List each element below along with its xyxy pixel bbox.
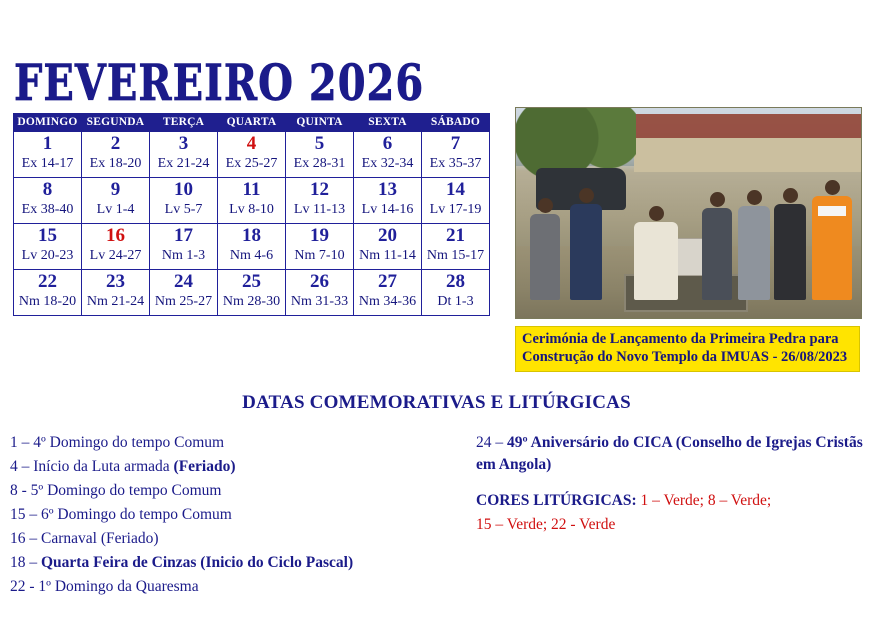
day-reading: Ex 28-31 <box>293 156 346 171</box>
page-title: FEVEREIRO 2026 <box>14 53 425 113</box>
photo-caption-line2: Construção do Novo Templo da IMUAS - 26/08/2023 <box>522 349 848 365</box>
day-number: 9 <box>110 179 121 200</box>
photo-person-head <box>783 188 798 203</box>
date-separator: – <box>491 434 507 451</box>
calendar-day-cell[interactable] <box>218 224 286 270</box>
calendar-header-row <box>14 114 490 132</box>
list-item <box>10 528 440 550</box>
calendar-day-cell[interactable] <box>82 132 150 178</box>
day-reading: Ex 18-20 <box>89 156 142 171</box>
calendar-day-cell[interactable] <box>218 132 286 178</box>
date-text-bold: (Feriado) <box>173 458 236 475</box>
photo-caption-line1: Cerimónia de Lançamento da Primeira Pedra para <box>522 331 839 347</box>
date-separator: – <box>25 530 41 547</box>
date-separator: - <box>25 578 39 595</box>
photo-person-bishop <box>634 222 678 300</box>
photo-roof <box>634 114 862 140</box>
day-number: 24 <box>174 271 193 292</box>
date-separator: – <box>25 506 41 523</box>
liturgical-colors-label: CORES LITÚRGICAS: <box>476 492 637 509</box>
day-reading: Ex 21-24 <box>157 156 210 171</box>
day-reading: Nm 21-24 <box>86 294 145 309</box>
day-number: 25 <box>242 271 261 292</box>
photo-person-head <box>579 188 594 203</box>
day-reading: Nm 4-6 <box>229 248 274 263</box>
day-number: 13 <box>378 179 397 200</box>
list-item <box>10 480 440 502</box>
date-text: 1º Domingo da Quaresma <box>38 578 199 595</box>
section-title: DATAS COMEMORATIVAS E LITÚRGICAS <box>242 392 631 413</box>
list-item <box>10 456 440 478</box>
date-number: 16 <box>10 530 26 547</box>
day-number: 14 <box>446 179 465 200</box>
day-reading: Lv 1-4 <box>96 202 135 217</box>
calendar-day-cell[interactable] <box>218 270 286 316</box>
photo-person-head <box>747 190 762 205</box>
photo-wall <box>634 138 862 172</box>
day-reading: Lv 11-13 <box>293 202 346 217</box>
day-reading: Ex 38-40 <box>21 202 74 217</box>
calendar-day-cell[interactable] <box>286 132 354 178</box>
date-number: 8 <box>10 482 18 499</box>
date-separator: – <box>17 434 34 451</box>
liturgical-colors <box>476 490 866 512</box>
list-item <box>10 504 440 526</box>
calendar-day-cell[interactable] <box>82 178 150 224</box>
photo-block <box>515 107 860 372</box>
photo-caption <box>515 326 860 372</box>
photo-safety-vest <box>818 206 846 216</box>
photo-person-worker <box>812 196 852 300</box>
date-text: Início da Luta armada <box>33 458 174 475</box>
day-number: 11 <box>242 179 261 200</box>
day-reading: Ex 35-37 <box>429 156 482 171</box>
day-number: 22 <box>38 271 57 292</box>
photo-person <box>738 206 770 300</box>
ceremony-photo <box>515 107 862 319</box>
weekday-header-domingo: DOMINGO <box>14 114 82 132</box>
date-number: 4 <box>10 458 18 475</box>
day-number: 7 <box>450 133 461 154</box>
day-reading: Nm 28-30 <box>222 294 281 309</box>
day-number: 28 <box>446 271 465 292</box>
day-reading: Nm 18-20 <box>18 294 77 309</box>
day-reading: Nm 34-36 <box>358 294 417 309</box>
day-number: 5 <box>314 133 325 154</box>
date-text: Carnaval (Feriado) <box>41 530 159 547</box>
commemorative-dates-right-column <box>476 432 866 538</box>
calendar-day-cell[interactable] <box>14 178 82 224</box>
calendar-day-cell[interactable] <box>218 178 286 224</box>
calendar-day-cell[interactable] <box>422 132 490 178</box>
day-number: 1 <box>42 133 53 154</box>
day-reading: Ex 25-27 <box>225 156 278 171</box>
day-reading: Lv 20-23 <box>21 248 74 263</box>
date-text: 5º Domingo do tempo Comum <box>30 482 222 499</box>
date-number: 15 <box>10 506 26 523</box>
calendar-day-cell[interactable] <box>150 224 218 270</box>
calendar-day-cell[interactable] <box>14 224 82 270</box>
day-number: 16 <box>106 225 125 246</box>
calendar-week-row <box>14 132 490 178</box>
date-separator: - <box>17 482 31 499</box>
date-number: 24 <box>476 434 492 451</box>
day-reading: Nm 7-10 <box>294 248 345 263</box>
list-item <box>10 552 440 574</box>
day-number: 2 <box>110 133 121 154</box>
calendar-day-cell[interactable] <box>422 224 490 270</box>
date-number: 18 <box>10 554 26 571</box>
day-reading: Ex 14-17 <box>21 156 74 171</box>
calendar-week-row <box>14 224 490 270</box>
spacer <box>476 478 866 490</box>
photo-person-head <box>649 206 664 221</box>
photo-person <box>774 204 806 300</box>
photo-person-head <box>538 198 553 213</box>
day-number: 8 <box>42 179 53 200</box>
day-reading: Nm 25-27 <box>154 294 213 309</box>
calendar-week-row <box>14 270 490 316</box>
photo-person <box>702 208 732 300</box>
weekday-header-sabado: SÁBADO <box>422 114 490 132</box>
date-text: 4º Domingo do tempo Comum <box>33 434 225 451</box>
day-reading: Lv 14-16 <box>361 202 414 217</box>
day-number: 4 <box>246 133 257 154</box>
calendar-day-cell[interactable] <box>286 178 354 224</box>
calendar-day-cell[interactable] <box>422 178 490 224</box>
day-number: 19 <box>310 225 329 246</box>
photo-person-head <box>825 180 840 195</box>
date-number: 1 <box>10 434 18 451</box>
photo-person-head <box>710 192 725 207</box>
calendar-day-cell[interactable] <box>150 270 218 316</box>
calendar-day-cell[interactable] <box>354 132 422 178</box>
day-number: 18 <box>242 225 261 246</box>
day-number: 23 <box>106 271 125 292</box>
date-text-bold: Quarta Feira de Cinzas (Inicio do Ciclo Pascal) <box>41 554 354 571</box>
calendar-table <box>13 113 490 316</box>
day-reading: Ex 32-34 <box>361 156 414 171</box>
day-number: 27 <box>378 271 397 292</box>
photo-person <box>530 214 560 300</box>
day-number: 15 <box>38 225 57 246</box>
weekday-header-terca: TERÇA <box>150 114 218 132</box>
day-number: 21 <box>446 225 465 246</box>
date-text-bold: 49º Aniversário do CICA (Conselho de Igrejas Cristãs em Angola) <box>476 434 863 473</box>
weekday-header-quarta: QUARTA <box>218 114 286 132</box>
liturgical-colors-line1: 1 – Verde; 8 – Verde; <box>636 492 772 509</box>
date-separator: – <box>17 458 34 475</box>
list-item <box>10 432 440 454</box>
calendar-day-cell[interactable] <box>354 224 422 270</box>
weekday-header-sexta: SEXTA <box>354 114 422 132</box>
day-number: 10 <box>174 179 193 200</box>
list-item <box>10 576 440 598</box>
day-number: 12 <box>310 179 329 200</box>
calendar-day-cell[interactable] <box>82 224 150 270</box>
calendar-day-cell[interactable] <box>82 270 150 316</box>
day-number: 20 <box>378 225 397 246</box>
date-separator: – <box>25 554 41 571</box>
day-reading: Nm 11-14 <box>359 248 416 263</box>
day-reading: Dt 1-3 <box>437 294 474 309</box>
day-number: 26 <box>310 271 329 292</box>
calendar-day-cell[interactable] <box>354 178 422 224</box>
day-reading: Lv 8-10 <box>229 202 274 217</box>
day-number: 17 <box>174 225 193 246</box>
calendar-day-cell[interactable] <box>422 270 490 316</box>
day-reading: Lv 17-19 <box>429 202 482 217</box>
day-reading: Nm 31-33 <box>290 294 349 309</box>
calendar-day-cell[interactable] <box>286 270 354 316</box>
day-reading: Lv 5-7 <box>164 202 203 217</box>
calendar-day-cell[interactable] <box>14 132 82 178</box>
calendar-day-cell[interactable] <box>150 178 218 224</box>
calendar-day-cell[interactable] <box>286 224 354 270</box>
liturgical-colors-line2: 15 – Verde; 22 - Verde <box>476 516 616 533</box>
photo-person <box>570 204 602 300</box>
day-number: 6 <box>382 133 393 154</box>
list-item <box>476 432 866 476</box>
calendar-day-cell[interactable] <box>354 270 422 316</box>
calendar-day-cell[interactable] <box>150 132 218 178</box>
weekday-header-quinta: QUINTA <box>286 114 354 132</box>
day-reading: Nm 1-3 <box>161 248 206 263</box>
date-text: 6º Domingo do tempo Comum <box>41 506 232 523</box>
day-reading: Lv 24-27 <box>89 248 142 263</box>
day-number: 3 <box>178 133 189 154</box>
calendar-week-row <box>14 178 490 224</box>
day-reading: Nm 15-17 <box>426 248 485 263</box>
calendar-day-cell[interactable] <box>14 270 82 316</box>
weekday-header-segunda: SEGUNDA <box>82 114 150 132</box>
liturgical-colors-line2-row <box>476 514 866 536</box>
date-number: 22 <box>10 578 26 595</box>
commemorative-dates-left-column <box>10 432 440 600</box>
